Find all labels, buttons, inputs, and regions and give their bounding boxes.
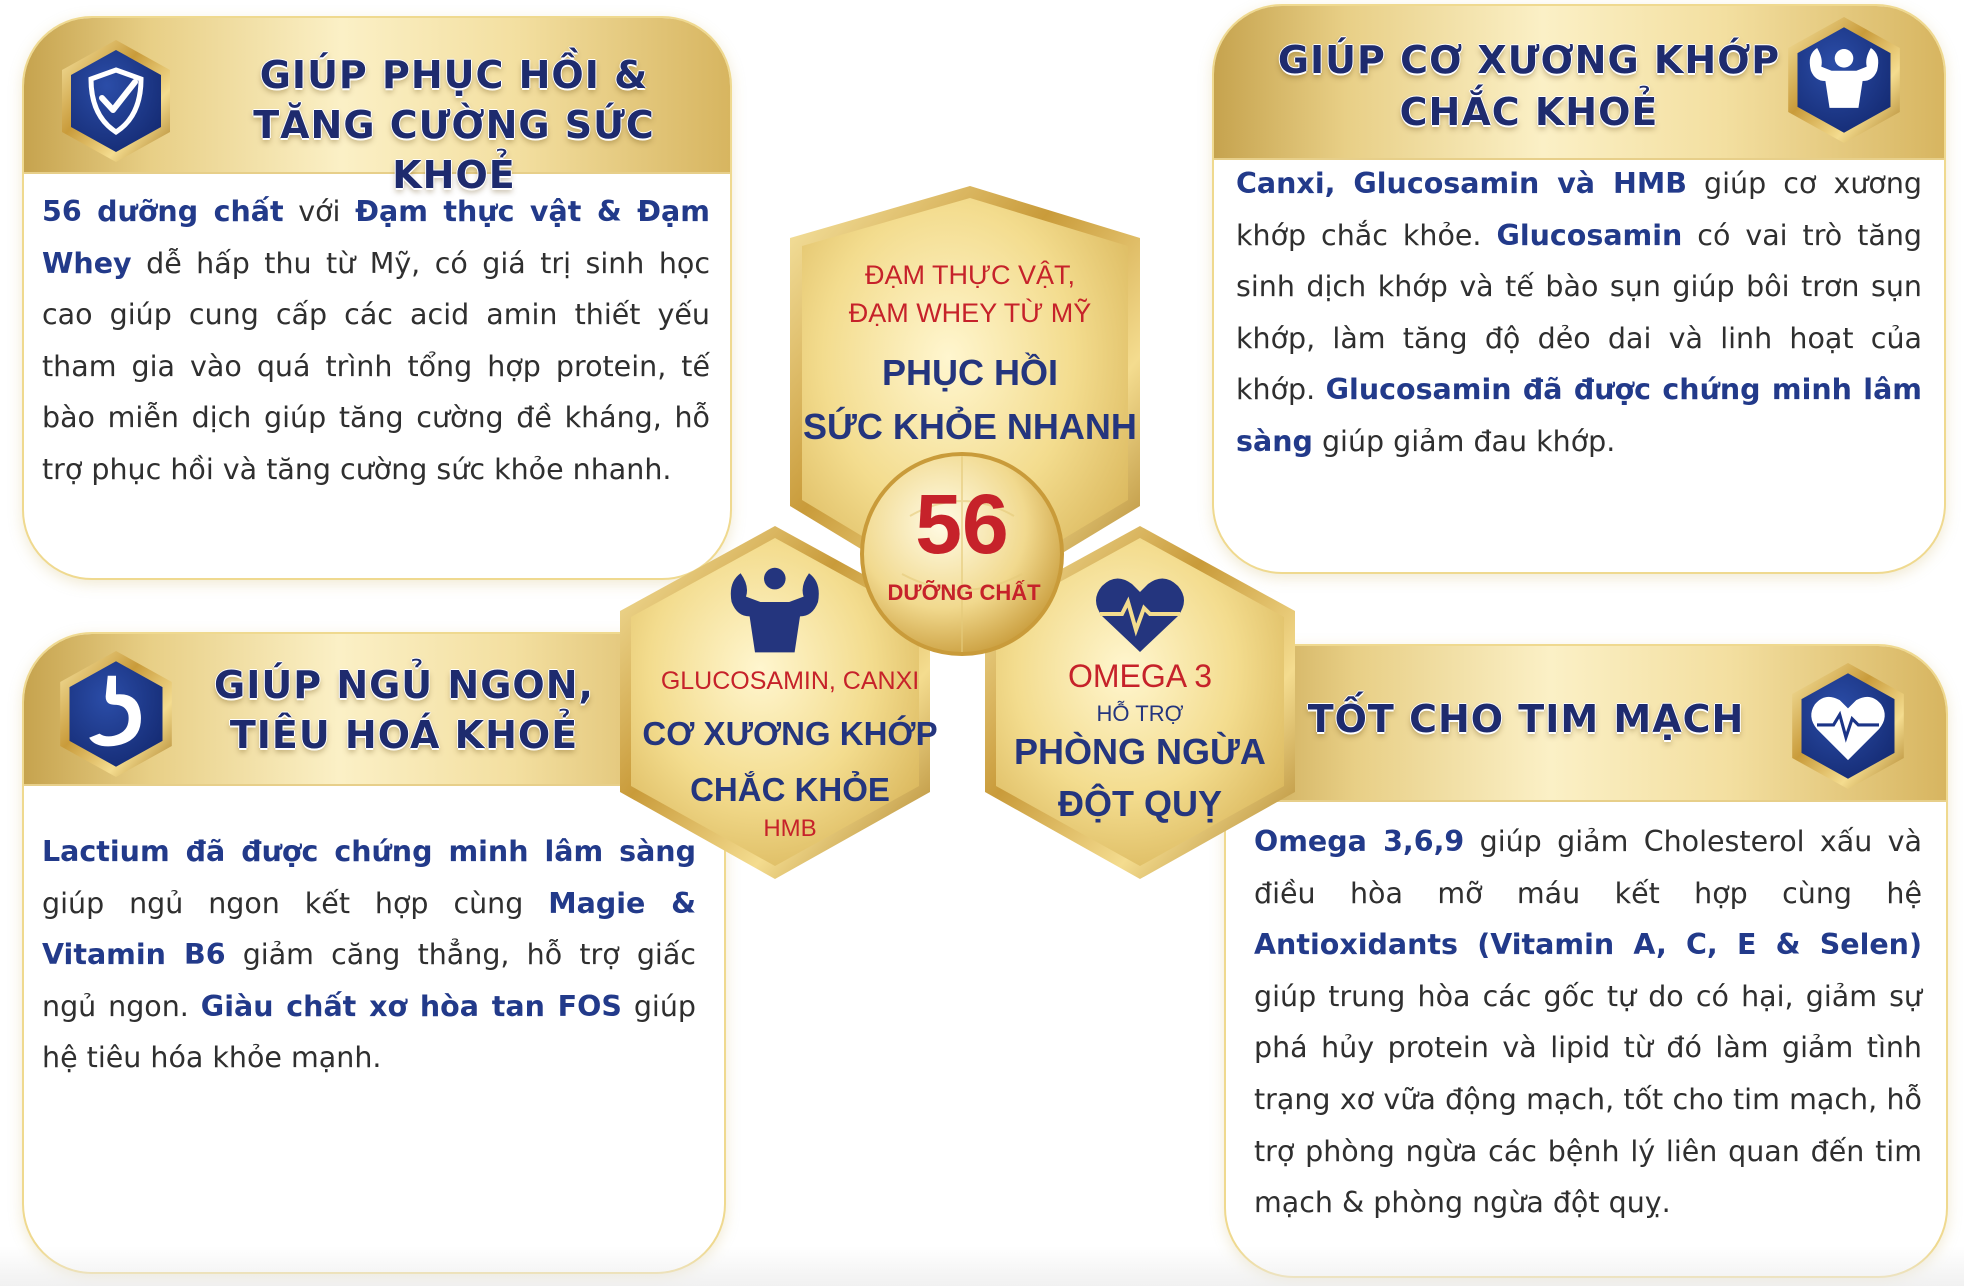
center-number-label: DƯỠNG CHẤT [887,580,1041,605]
center-right-red: OMEGA 3 [1067,658,1213,694]
center-top-red [820,256,1120,332]
card-heart-title-line1: TỐT CHO TIM MẠCH [1307,697,1745,741]
center-right-navy-line1: PHÒNG NGỪA [1014,731,1266,772]
body-text: giúp giảm Cholesterol xấu và điều hòa mỡ máu kết hợp cùng hệ [1254,825,1922,910]
center-right-navy [1000,726,1280,830]
body-text: giảm căng thẳng, hỗ trợ giấc ngủ ngon. [42,938,696,1023]
body-text: với [283,195,356,228]
center-top-navy [800,346,1140,454]
center-right-navy-line2: ĐỘT QUỴ [1057,783,1222,824]
card-heart-body [1254,816,1922,1229]
body-text: giúp hệ tiêu hóa khỏe mạnh. [42,989,696,1075]
center-number: 56 [915,477,1009,571]
highlight-text: Đạm thực vật & Đạm Whey [42,195,710,280]
body-text: giúp giảm đau khớp. [1312,424,1616,458]
highlight-text: Magie & Vitamin B6 [42,886,696,972]
body-text: dễ hấp thu từ Mỹ, có giá trị sinh học cao giúp cung cấp các acid amin thiết yếu tham gia vào quá trình tổng hợp protein, tế bào miễn dịch giúp tăng cường đề kháng, hỗ trợ phục hồi và tăng cường sức khỏe nhanh. [42,246,710,486]
highlight-text: Giàu chất xơ hòa tan FOS [200,989,622,1023]
card-heart-title [1306,694,1746,744]
center-right-small: HỖ TRỢ [1096,701,1184,726]
center-left-red: GLUCOSAMIN, CANXI [660,667,920,695]
center-top-red-line1: ĐẠM THỰC VẬT, [864,260,1076,290]
body-text: giúp trung hòa các gốc tự do có hại, giảm sự phá hủy protein và lipid từ đó làm giảm tình trạng xơ vữa động mạch, tốt cho tim mạch, hỗ trợ phòng ngừa các bệnh lý liên quan đến tim mạch & phòng ngừa đột quỵ. [1254,979,1922,1220]
highlight-text: Glucosamin đã được chứng minh lâm sàng [1236,373,1922,458]
card-sleep-body [42,826,696,1084]
bottom-fade [0,1246,1964,1286]
card-bones-title [1254,34,1804,138]
card-bones-title-line2: CHẮC KHOẺ [1399,90,1659,134]
body-text: giúp ngủ ngon kết hợp cùng [42,886,549,920]
body-text: có vai trò tăng sinh dịch khớp và tế bào sụn giúp bôi trơn sụn khớp, làm tăng độ dẻo dai và linh hoạt của khớp. [1236,218,1922,407]
highlight-text: 56 dưỡng chất [42,195,284,228]
card-heart [1224,644,1948,1278]
center-left-red2: HMB [763,815,817,842]
heart-pulse-icon [1786,658,1910,794]
highlight-text: Omega 3,6,9 [1254,825,1465,858]
center-left-navy-line2: CHẮC KHỎE [690,771,890,808]
center-top-navy-line1: PHỤC HỒI [881,352,1058,393]
card-recovery-title [194,50,714,200]
card-recovery-title-line1: GIÚP PHỤC HỒI & [259,53,649,97]
muscle-icon [1782,12,1906,148]
card-bones [1212,4,1946,574]
check-shield-icon [56,36,176,166]
center-left-navy [630,706,950,818]
highlight-text: Glucosamin [1496,218,1683,252]
card-bones-title-line1: GIÚP CƠ XƯƠNG KHỚP [1277,38,1781,82]
card-sleep-title-line2: TIÊU HOÁ KHOẺ [229,713,579,757]
card-bones-body [1236,158,1922,468]
center-top-red-line2: ĐẠM WHEY TỪ MỸ [848,298,1092,328]
highlight-text: Lactium đã được chứng minh lâm sàng [42,835,696,868]
body-text: giúp cơ xương khớp chắc khỏe. [1236,167,1922,252]
center-left-navy-line1: CƠ XƯƠNG KHỚP [642,715,938,752]
card-recovery-title-line2: TĂNG CƯỜNG SỨC KHOẺ [253,103,655,197]
card-sleep-title-line1: GIÚP NGỦ NGON, [214,663,594,707]
highlight-text: Canxi, Glucosamin và HMB [1236,167,1687,200]
card-sleep-title [194,660,614,760]
stomach-icon [54,646,178,782]
highlight-text: Antioxidants (Vitamin A, C, E & Selen) [1254,928,1922,962]
center-top-navy-line2: SỨC KHỎE NHANH [803,406,1137,447]
